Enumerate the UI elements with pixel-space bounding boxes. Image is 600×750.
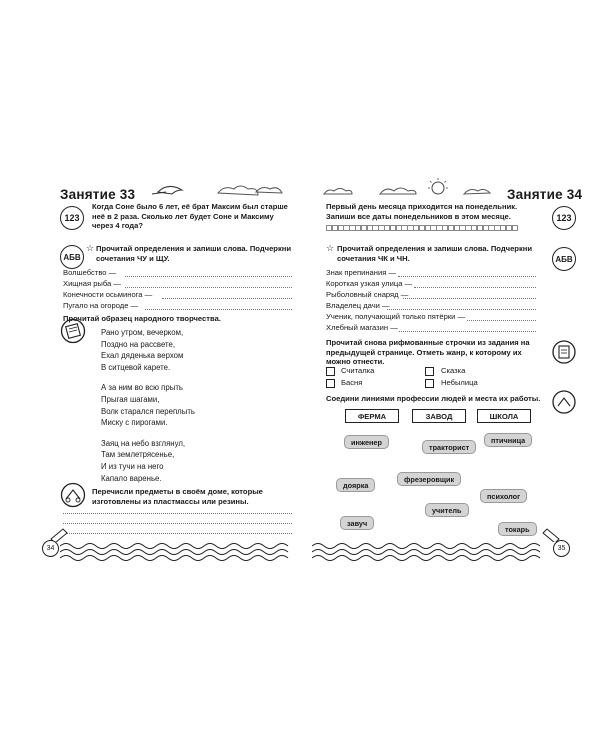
right-task-genre: Прочитай снова рифмованные строчки из задания на предыдущей странице. Отметь жанр, к которому их можно отнести.	[326, 338, 530, 367]
definition-item: Хлебный магазин —	[326, 323, 398, 332]
math-badge-icon: 123	[552, 206, 576, 230]
poem-line: Волк старался переплыть	[101, 406, 195, 416]
genre-label: Басня	[341, 378, 363, 387]
place-box-factory[interactable]: ЗАВОД	[412, 409, 466, 423]
left-task-definitions: Прочитай определения и запиши слова. Подчеркни сочетания ЧУ и ЩУ.	[96, 244, 291, 263]
poem-line: Миску с пирогами.	[101, 418, 168, 428]
answer-grid[interactable]	[326, 225, 517, 232]
profession-chip[interactable]: инженер	[344, 435, 389, 449]
definition-item: Ученик, получающий только пятёрки —	[326, 312, 466, 321]
answer-line[interactable]	[399, 331, 536, 332]
star-icon: ☆	[86, 243, 95, 253]
left-page-title: Занятие 33	[60, 187, 136, 202]
poem-line: Поздно на рассвете,	[101, 339, 176, 349]
genre-label: Сказка	[441, 366, 466, 375]
answer-line[interactable]	[414, 287, 536, 288]
profession-chip[interactable]: психолог	[480, 489, 527, 503]
answer-line[interactable]	[125, 287, 292, 288]
right-page-title: Занятие 34	[507, 187, 583, 202]
genre-checkbox[interactable]	[326, 367, 335, 376]
profession-chip[interactable]: учитель	[425, 503, 469, 517]
poem-line: В ситцевой карете.	[101, 362, 171, 372]
left-task-math: Когда Соне было 6 лет, её брат Максим был старше неё в 2 раза. Сколько лет будет Соне и Максиму через 4 года?	[92, 202, 288, 231]
letters-badge-icon: АБВ	[552, 247, 576, 271]
right-task-mondays: Первый день месяца приходится на понедельник. Запиши все даты понедельников в этом месяце.	[326, 202, 518, 221]
genre-label: Небылица	[441, 378, 478, 387]
answer-line[interactable]	[403, 298, 536, 299]
profession-chip[interactable]: доярка	[336, 478, 375, 492]
star-icon: ☆	[326, 243, 335, 253]
poem-line: Капало варенье.	[101, 473, 162, 483]
poem-line: Там землетрясенье,	[101, 450, 175, 460]
answer-line[interactable]	[63, 533, 292, 534]
poem-line: А за ним во всю прыть	[101, 383, 183, 393]
scissors-cut-icon	[552, 390, 576, 414]
book-icon	[552, 340, 576, 364]
wave-decoration	[312, 540, 544, 562]
genre-checkbox[interactable]	[326, 379, 335, 388]
place-box-school[interactable]: ШКОЛА	[477, 409, 531, 423]
scissors-cut-icon	[60, 482, 86, 508]
poem-line: Заяц на небо взглянул,	[101, 438, 186, 448]
profession-chip[interactable]: птичница	[484, 433, 532, 447]
poem-line: Прыгая шагами,	[101, 394, 160, 404]
place-box-farm[interactable]: ФЕРМА	[345, 409, 399, 423]
left-page-number: 34	[42, 540, 59, 557]
wave-decoration	[60, 540, 292, 562]
profession-chip[interactable]: тракторист	[422, 440, 476, 454]
answer-line[interactable]	[398, 276, 536, 277]
letters-badge-icon: АБВ	[60, 245, 84, 269]
answer-line[interactable]	[63, 523, 292, 524]
sun-clouds-decoration	[320, 176, 500, 200]
poem-line: И из тучи на него	[101, 461, 164, 471]
definition-item: Короткая узкая улица —	[326, 279, 413, 288]
profession-chip[interactable]: фрезеровщик	[397, 472, 461, 486]
math-badge-icon: 123	[60, 206, 84, 230]
genre-checkbox[interactable]	[425, 367, 434, 376]
answer-line[interactable]	[162, 298, 292, 299]
poem-line: Ехал дяденька верхом	[101, 351, 184, 361]
answer-line[interactable]	[467, 320, 536, 321]
genre-checkbox[interactable]	[425, 379, 434, 388]
answer-line[interactable]	[125, 276, 292, 277]
profession-chip[interactable]: токарь	[498, 522, 537, 536]
right-page-number: 35	[553, 540, 570, 557]
definition-item: Волшебство —	[63, 268, 117, 277]
profession-chip[interactable]: завуч	[340, 516, 374, 530]
genre-label: Считалка	[341, 366, 375, 375]
right-task-definitions: Прочитай определения и запиши слова. Подчеркни сочетания ЧК и ЧН.	[337, 244, 532, 263]
left-task-folk: Прочитай образец народного творчества.	[63, 314, 221, 323]
definition-item: Пугало на огороде —	[63, 301, 139, 310]
answer-line[interactable]	[387, 309, 536, 310]
definition-item: Знак препинания —	[326, 268, 397, 277]
definition-item: Рыболовный снаряд —	[326, 290, 409, 299]
definition-item: Конечности осьминога —	[63, 290, 153, 299]
answer-line[interactable]	[145, 309, 292, 310]
left-task-plastic: Перечисли предметы в своём доме, которые изготовлены из пластмассы или резины.	[92, 487, 263, 506]
poem	[101, 327, 291, 484]
answer-line[interactable]	[63, 513, 292, 514]
right-task-match: Соедини линиями профессии людей и места их работы.	[326, 394, 541, 403]
poem-line: Рано утром, вечерком,	[101, 328, 184, 337]
definition-item: Владелец дачи —	[326, 301, 390, 310]
definition-item: Хищная рыба —	[63, 279, 121, 288]
birds-clouds-decoration	[148, 178, 298, 200]
